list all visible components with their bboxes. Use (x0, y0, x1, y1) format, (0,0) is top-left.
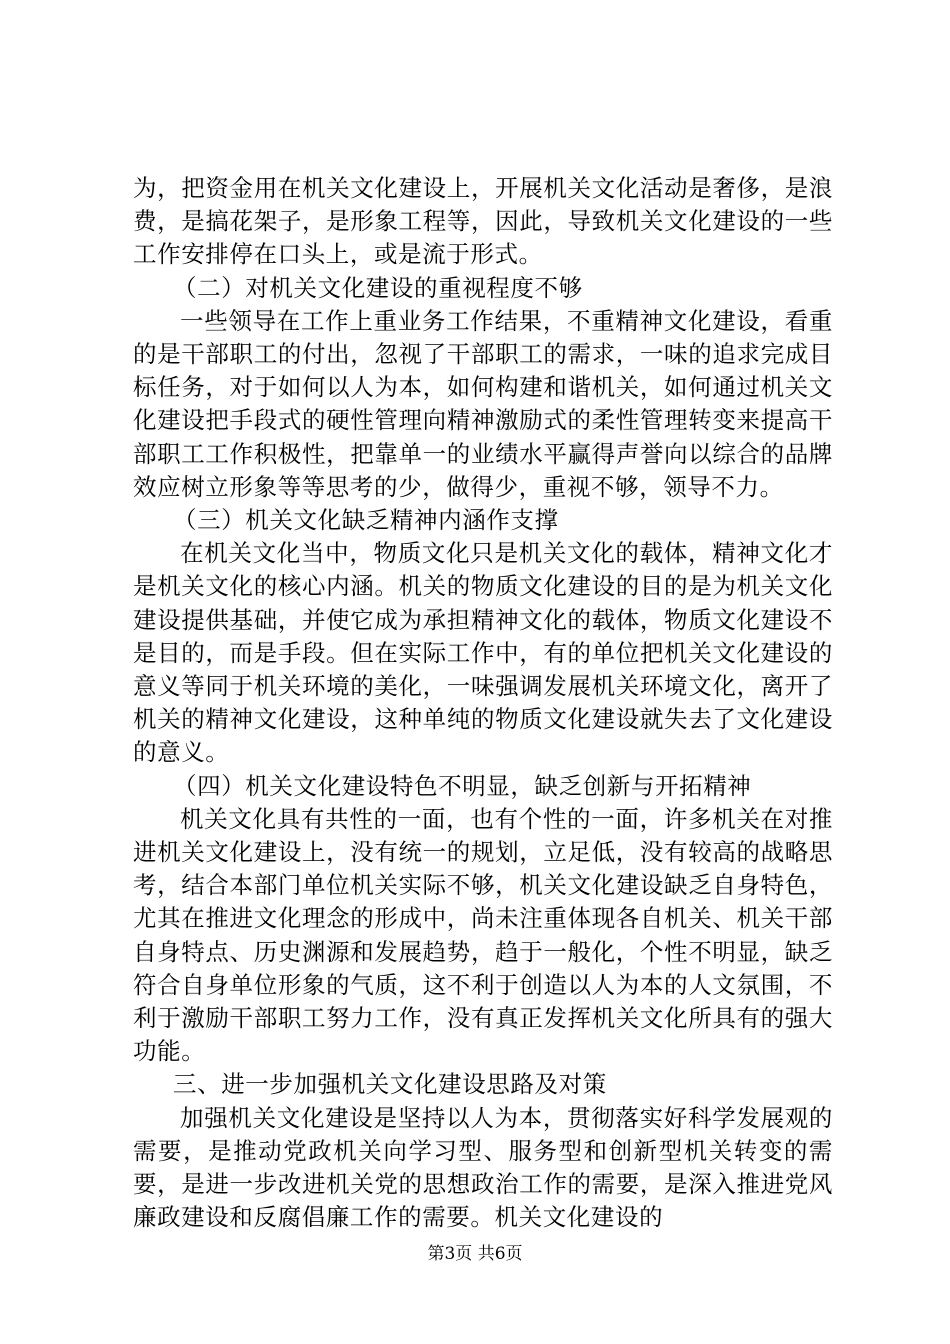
page-footer (0, 1244, 950, 1264)
section-heading-4: （四）机关文化建设特色不明显，缺乏创新与开拓精神 (173, 771, 752, 800)
page-number: 第3页 共6页 (427, 1244, 523, 1264)
paragraph-continuation: 为，把资金用在机关文化建设上，开展机关文化活动是奢侈，是浪费，是搞花架子，是形象工程等，因此，导致机关文化建设的一些工作安排停在口头上，或是流于形式。 (133, 174, 833, 269)
paragraph-body: 加强机关文化建设是坚持以人为本，贯彻落实好科学发展观的需要，是推动党政机关向学习型、服务型和创新型机关转变的需要，是进一步改进机关党的思想政治工作的需要，是深入推进党风廉政建设和反腐倡廉工作的需要。机关文化建设的 (133, 1103, 833, 1232)
paragraph-body: 一些领导在工作上重业务工作结果，不重精神文化建设，看重的是干部职工的付出，忽视了干部职工的需求，一味的追求完成目标任务，对于如何以人为本，如何构建和谐机关，如何通过机关文化建设把手段式的硬性管理向精神激励式的柔性管理转变来提高干部职工工作积极性，把靠单一的业绩水平赢得声誉向以综合的品牌效应树立形象等等思考的少，做得少，重视不够，领导不力。 (133, 306, 833, 501)
section-heading-3: （三）机关文化缺乏精神内涵作支撑 (173, 506, 559, 535)
paragraph-body: 机关文化具有共性的一面，也有个性的一面，许多机关在对推进机关文化建设上，没有统一的规划，立足低，没有较高的战略思考，结合本部门单位机关实际不够，机关文化建设缺乏自身特色，尤其在推进文化理念的形成中，尚未注重体现各自机关、机关干部自身特点、历史渊源和发展趋势，趋于一般化，个性不明显，缺乏符合自身单位形象的气质，这不利于创造以人为本的人文氛围，不利于激励干部职工努力工作，没有真正发挥机关文化所具有的强大功能。 (133, 804, 833, 1066)
document-body (133, 172, 833, 1235)
section-heading-2: （二）对机关文化建设的重视程度不够 (173, 273, 583, 302)
paragraph-body: 在机关文化当中，物质文化只是机关文化的载体，精神文化才是机关文化的核心内涵。机关的物质文化建设的目的是为机关文化建设提供基础，并使它成为承担精神文化的载体，物质文化建设不是目的，而是手段。但在实际工作中，有的单位把机关文化建设的意义等同于机关环境的美化，一味强调发展机关环境文化，离开了机关的精神文化建设，这种单纯的物质文化建设就失去了文化建设的意义。 (133, 539, 833, 767)
chapter-heading-3: 三、进一步加强机关文化建设思路及对策 (173, 1070, 607, 1099)
